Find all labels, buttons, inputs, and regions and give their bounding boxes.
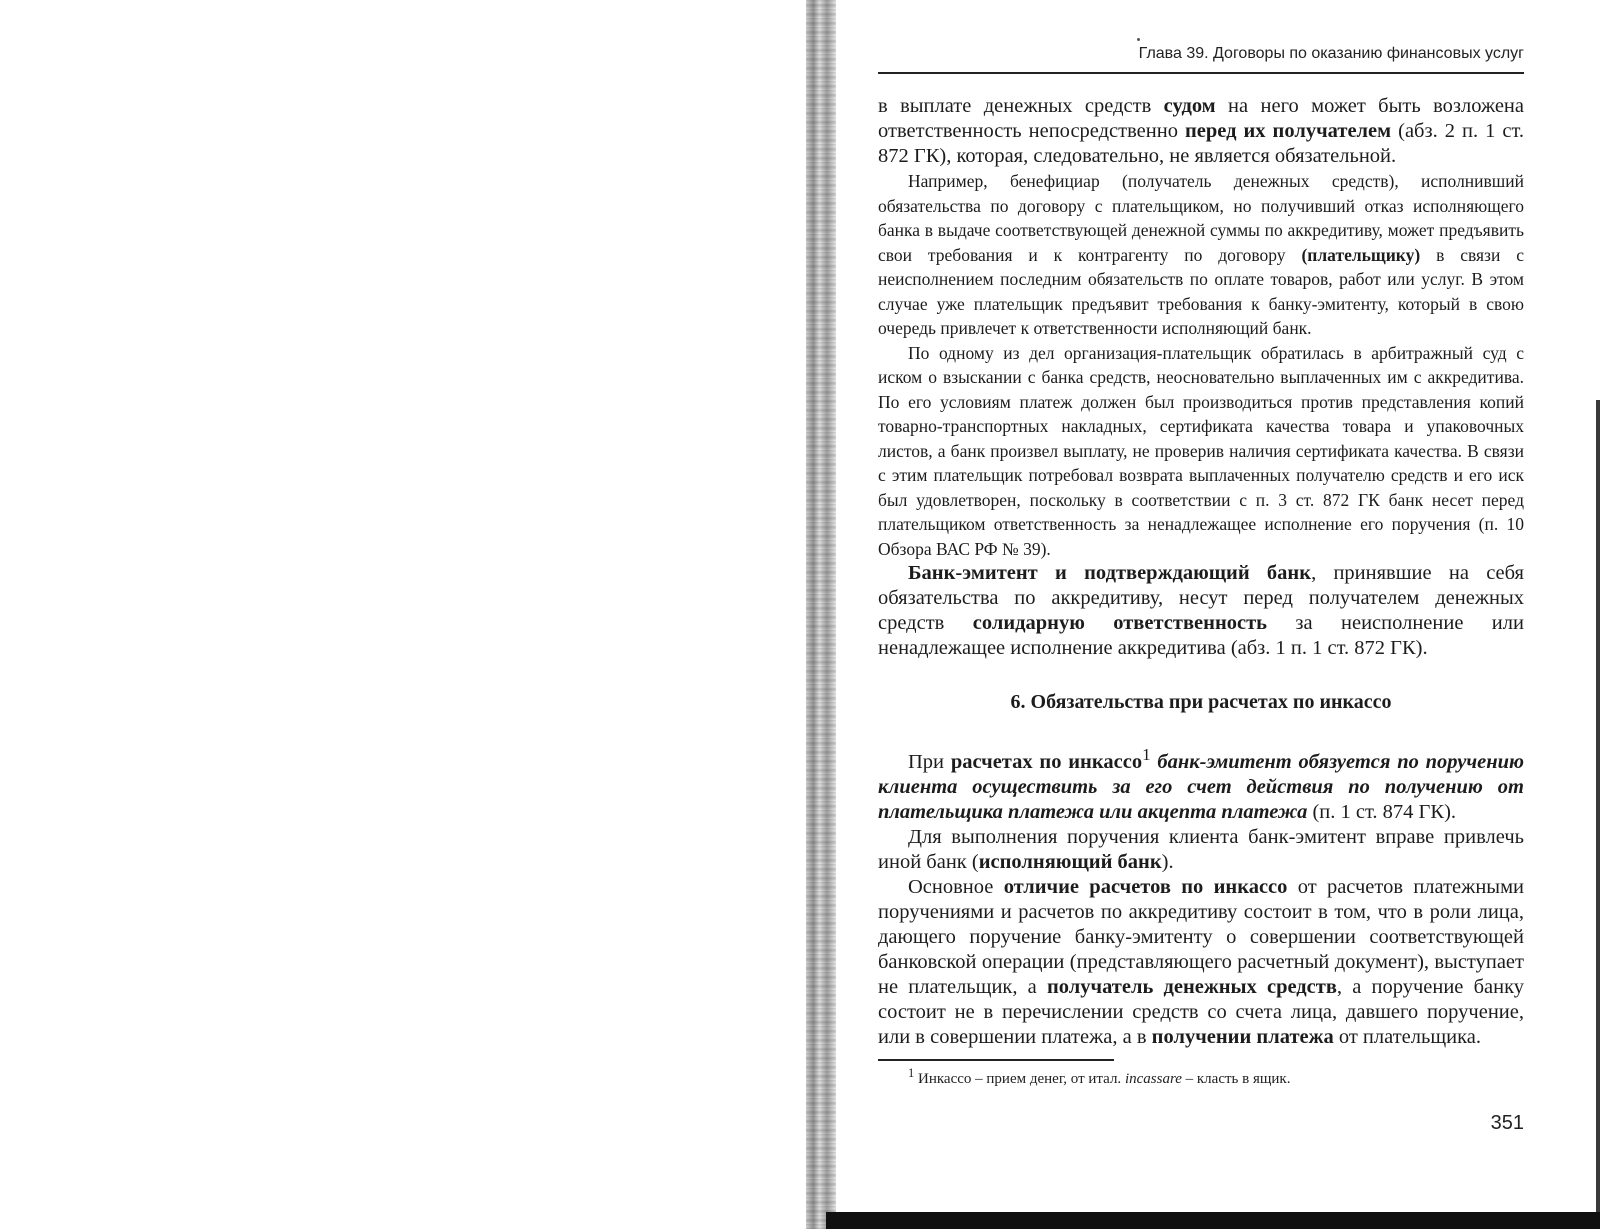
text-run: солидарную ответственность — [972, 612, 1268, 634]
text-run: Банк-эмитент и подтверждающий банк — [908, 562, 1312, 584]
section-heading: 6. Обязательства при расчетах по инкассо — [1010, 691, 1392, 713]
text-run: По одному из дел организация-плательщик обратилась в арбитражный суд с иском о взыскании с банка средств, неосновательно выплаченных им с аккредитива. По его условиям платеж должен был производиться против представления копий товарно-транспортных накладных, сертификата качества товара и упаковочных листов, а банк произвел выплату, не проверив наличия сертификата качества. В связи с этим плательщик потребовал возврата выплаченных получателю средств и его иск был удовлетворен, поскольку в соответствии с п. 3 ст. 872 ГК банк несет перед плательщиком ответственность за ненадлежащее исполнение его поручения (п. 10 Обзора ВАС РФ № 39). — [878, 342, 1524, 559]
scan-right-edge — [1596, 400, 1600, 1212]
running-head: Глава 39. Договоры по оказанию финансовых услуг — [1138, 45, 1524, 62]
text-run: исполняющий банк — [978, 850, 1162, 873]
header-rule — [878, 72, 1524, 74]
text-run: от расчетов платежными поручениями и расчетов по аккредитиву состоит в том, что в роли лица, дающего поручение банку-эмитенту о совершении соответствующей банковской операции (представляющего расчетный документ), выступает не плательщик, а — [878, 875, 1525, 998]
paragraph-5 — [878, 742, 1524, 825]
footnote-italic-term: incassare — [1124, 1071, 1182, 1087]
paragraph-3 — [878, 341, 1524, 562]
text-run: в связи с неисполнением последним обязательств по оплате товаров, работ или услуг. В этом случае уже плательщик предъявит требования к банку-эмитенту, который в свою очередь привлечет к ответственности исполняющий банк. — [878, 244, 1524, 338]
text-run: (плательщику) — [1301, 244, 1421, 265]
paragraph-4 — [878, 561, 1524, 661]
paragraph-1 — [878, 94, 1524, 169]
text-run: за неисполнение или ненадлежащее исполнение аккредитива (абз. 1 п. 1 ст. 872 ГК). — [878, 612, 1524, 659]
text-run: в выплате денежных средств — [878, 95, 1164, 117]
footnote-marker: 1 — [908, 1066, 915, 1080]
text-run: на него может быть возложена ответственность непосредственно — [878, 95, 1525, 142]
text-run: (п. 1 ст. 874 ГК). — [1307, 800, 1457, 823]
book-spine-gutter — [806, 0, 836, 1229]
text-run: (абз. 2 п. 1 ст. 872 ГК), которая, следовательно, не является обязательной. — [878, 120, 1524, 167]
text-run: ). — [1161, 850, 1174, 873]
text-run: перед их получателем — [1184, 120, 1392, 142]
footnote-text-before: Инкассо – прием денег, от итал. — [914, 1071, 1125, 1087]
text-run: Основное — [908, 875, 1004, 898]
text-run: , принявшие на себя обязательства по аккредитиву, несут перед получателем денежных средств — [878, 562, 1524, 634]
text-run: получатель денежных средств — [1046, 975, 1337, 998]
paragraph-7 — [878, 875, 1524, 1050]
text-run: отличие расчетов по инкассо — [1003, 875, 1288, 898]
footnote-text-after: – класть в ящик. — [1181, 1071, 1291, 1087]
footnote — [908, 1066, 1290, 1088]
book-page — [878, 0, 1524, 1229]
page-body — [878, 94, 1524, 1050]
text-run: , а поручение банку состоит не в перечислении средств со счета лица, давшего поручение, или в совершении платежа, а в — [878, 975, 1525, 1048]
text-run: Для выполнения поручения клиента банк-эмитент вправе привлечь иной банк ( — [878, 825, 1524, 873]
text-run: Например, бенефициар (получатель денежных средств), исполнивший обязательства по договору с плательщиком, но получивший отказ исполняющего банка в выдаче соответствующей денежной суммы по аккредитиву, может предъявить свои требования и к контрагенту по договору — [878, 171, 1524, 265]
text-run: При — [908, 750, 951, 773]
text-run: 1 — [1142, 745, 1151, 764]
text-run: получении платежа — [1151, 1025, 1334, 1048]
text-run: расчетах по инкассо — [950, 750, 1143, 773]
paragraph-2 — [878, 169, 1524, 341]
paragraph-6 — [878, 825, 1524, 875]
text-run: от плательщика. — [1333, 1025, 1481, 1048]
text-run: судом — [1163, 95, 1216, 117]
footnote-rule — [878, 1059, 1114, 1061]
page-number: 351 — [1490, 1112, 1524, 1134]
text-run: банк-эмитент обязуется по поручению клиента осуществить за его счет действия по получению от плательщика платежа или акцепта платежа — [878, 750, 1524, 823]
